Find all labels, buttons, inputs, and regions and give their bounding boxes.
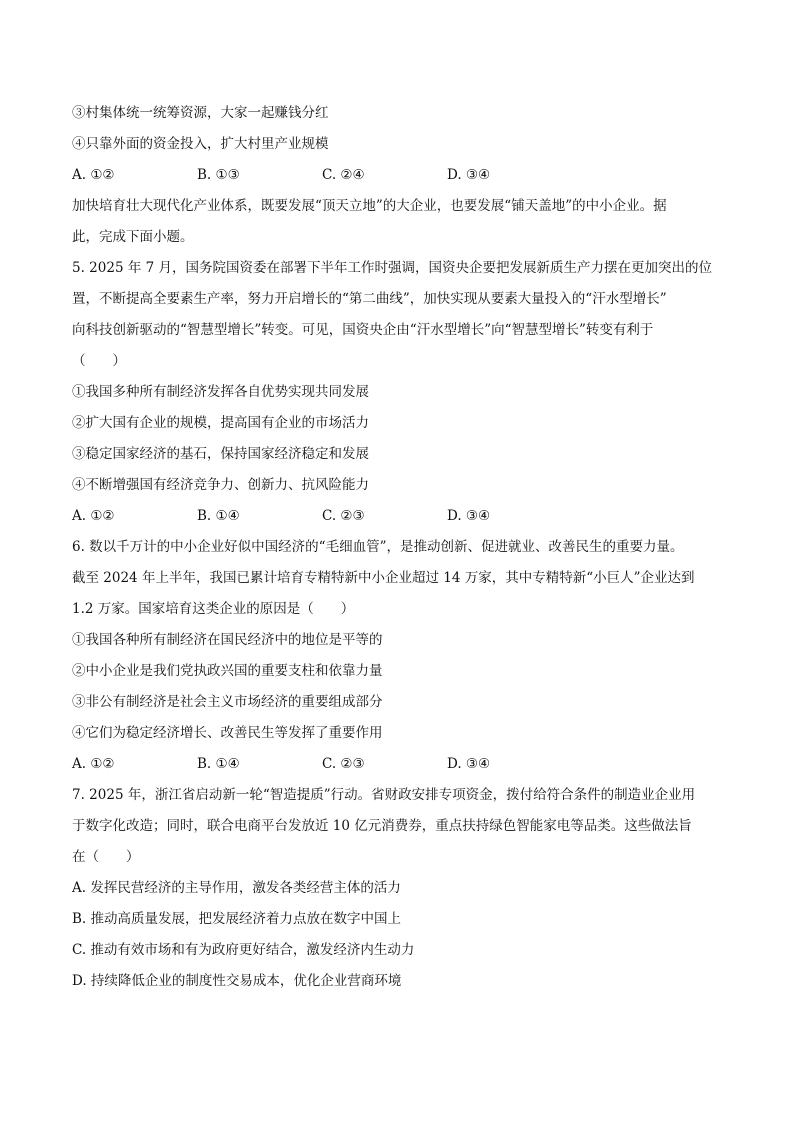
option-d: D. ③④ (447, 167, 491, 183)
item-4: ④只靠外面的资金投入，扩大村里产业规模 (72, 136, 329, 152)
question-7 (72, 780, 722, 997)
question-stem-line: 5. 2025 年 7 月，国务院国资委在部署下半年工作时强调，国资央企要把发展新质生产力摆在更加突出的位 (72, 260, 712, 276)
option-b: B. 推动高质量发展，把发展经济着力点放在数字中国上 (72, 911, 402, 927)
item-2: ②中小企业是我们党执政兴国的重要支柱和依靠力量 (72, 663, 383, 679)
item-1: ①我国多种所有制经济发挥各自优势实现共同发展 (72, 384, 369, 400)
option-b: B. ①③ (197, 167, 240, 183)
item-2: ②扩大国有企业的规模，提高国有企业的市场活力 (72, 415, 369, 431)
material-line: 此，完成下面小题。 (72, 229, 194, 245)
material-intro (72, 191, 722, 253)
option-c: C. ②④ (322, 167, 365, 183)
option-c: C. 推动有效市场和有为政府更好结合，激发经济内生动力 (72, 942, 415, 958)
option-b: B. ①④ (197, 756, 240, 772)
options-row (72, 501, 722, 532)
option-b: B. ①④ (197, 508, 240, 524)
question-stem-line: 7. 2025 年，浙江省启动新一轮“智造提质”行动。省财政安排专项资金，拨付给符合条件的制造业企业用 (72, 787, 696, 803)
question-stem-line: 置，不断提高全要素生产率，努力开启增长的“第二曲线”，加快实现从要素大量投入的“汗水型增长” (72, 291, 667, 307)
page-content (72, 98, 722, 997)
item-4: ④它们为稳定经济增长、改善民生等发挥了重要作用 (72, 725, 383, 741)
option-d: D. 持续降低企业的制度性交易成本，优化企业营商环境 (72, 973, 402, 989)
option-d: D. ③④ (447, 756, 491, 772)
option-a: A. ①② (72, 167, 115, 183)
item-1: ①我国各种所有制经济在国民经济中的地位是平等的 (72, 632, 383, 648)
option-a: A. ①② (72, 508, 115, 524)
question-stem-line: 6. 数以千万计的中小企业好似中国经济的“毛细血管”，是推动创新、促进就业、改善民生的重要力量。 (72, 539, 684, 555)
item-4: ④不断增强国有经济竞争力、创新力、抗风险能力 (72, 477, 369, 493)
option-c: C. ②③ (322, 508, 365, 524)
question-stem-line: 向科技创新驱动的“智慧型增长”转变。可见，国资央企由“汗水型增长”向“智慧型增长”转变有利于 (72, 322, 654, 338)
item-3: ③非公有制经济是社会主义市场经济的重要组成部分 (72, 694, 383, 710)
question-stem-line: 截至 2024 年上半年，我国已累计培育专精特新中小企业超过 14 万家，其中专精特新“小巨人”企业达到 (72, 570, 695, 586)
option-a: A. ①② (72, 756, 115, 772)
options-row (72, 749, 722, 780)
options-row (72, 160, 722, 191)
question-5 (72, 253, 722, 532)
option-c: C. ②③ (322, 756, 365, 772)
option-a: A. 发挥民营经济的主导作用，激发各类经营主体的活力 (72, 880, 401, 896)
option-d: D. ③④ (447, 508, 491, 524)
question-stem-line: 于数字化改造；同时，联合电商平台发放近 10 亿元消费券，重点扶持绿色智能家电等品类。这些做法旨 (72, 818, 692, 834)
question-stem-line: 在（ ） (72, 849, 140, 865)
material-line: 加快培育壮大现代化产业体系，既要发展“顶天立地”的大企业，也要发展“铺天盖地”的中小企业。据 (72, 198, 667, 214)
question-stem-line: （ ） (72, 353, 126, 369)
item-3: ③稳定国家经济的基石，保持国家经济稳定和发展 (72, 446, 369, 462)
prev-question (72, 98, 722, 191)
question-stem-line: 1.2 万家。国家培育这类企业的原因是（ ） (72, 601, 355, 617)
item-3: ③村集体统一统筹资源，大家一起赚钱分红 (72, 105, 329, 121)
question-6 (72, 532, 722, 780)
